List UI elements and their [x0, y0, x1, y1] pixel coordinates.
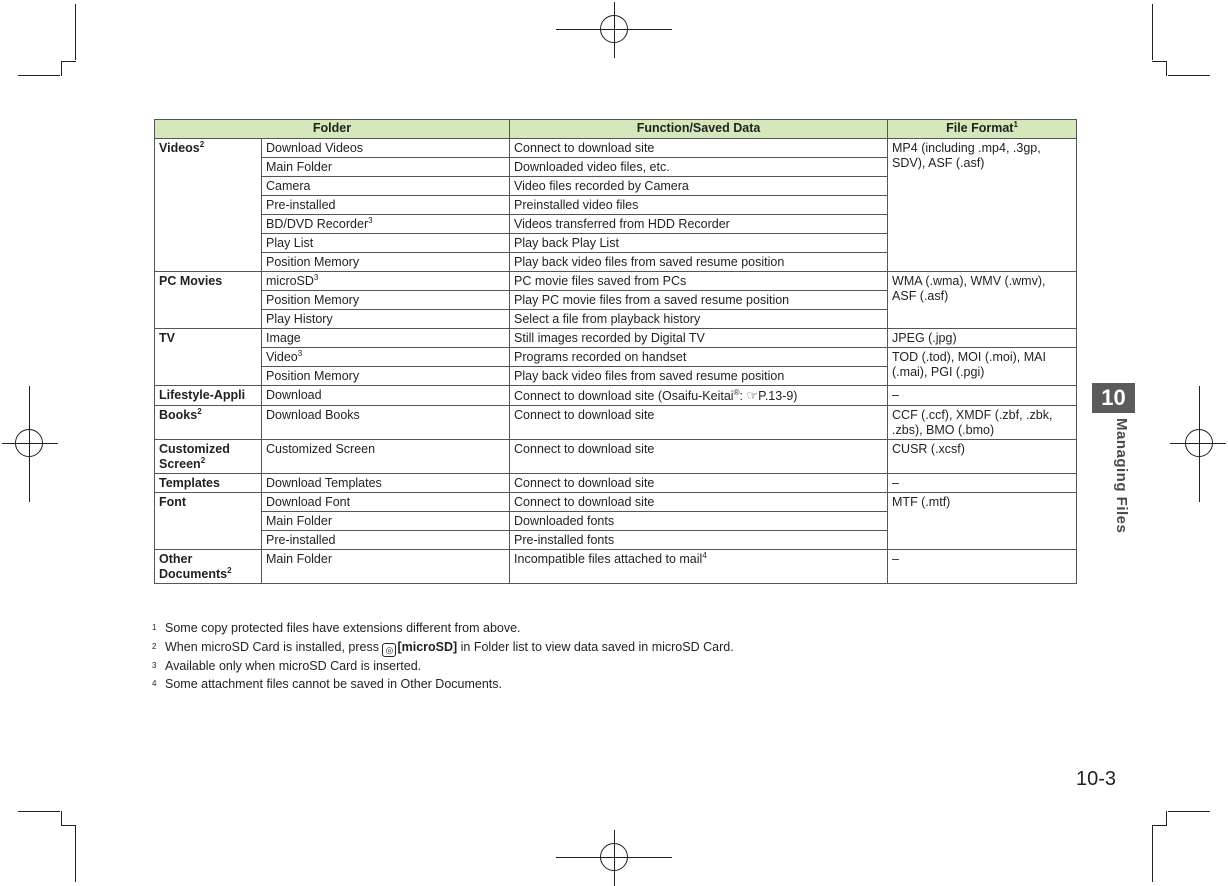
table-row: [155, 406, 1077, 440]
function-cell: Connect to download site: [510, 493, 888, 512]
table-row: [155, 493, 1077, 512]
function-cell: Video files recorded by Camera: [510, 177, 888, 196]
header-file-format: File Format$^1$: [888, 120, 1077, 139]
function-cell: Connect to download site: [510, 440, 888, 474]
function-cell: Incompatible files attached to mail$^4$: [510, 550, 888, 584]
category-pc-movies: PC Movies: [155, 272, 262, 329]
subfolder: Customized Screen: [262, 440, 510, 474]
subfolder: Main Folder: [262, 512, 510, 531]
function-cell: Downloaded fonts: [510, 512, 888, 531]
format-pc-movies: WMA (.wma), WMV (.wmv), ASF (.asf): [888, 272, 1077, 329]
page-number: 10-3: [1076, 768, 1117, 790]
format-font: MTF (.mtf): [888, 493, 1077, 550]
subfolder: microSD$^3$: [262, 272, 510, 291]
function-cell: Programs recorded on handset: [510, 348, 888, 367]
subfolder: Position Memory: [262, 291, 510, 310]
function-cell: Pre-installed fonts: [510, 531, 888, 550]
footnote: 1 Some copy protected files have extensions different from above.: [152, 621, 521, 635]
table-row: [155, 386, 1077, 406]
subfolder: Pre-installed: [262, 531, 510, 550]
category-tv: TV: [155, 329, 262, 386]
function-cell: Preinstalled video files: [510, 196, 888, 215]
function-cell: Select a file from playback history: [510, 310, 888, 329]
category-other-documents: Other Documents$^2$: [155, 550, 262, 584]
subfolder: Download Books: [262, 406, 510, 440]
category-videos: Videos$^2$: [155, 139, 262, 272]
function-cell: Connect to download site: [510, 139, 888, 158]
table-row: [155, 474, 1077, 493]
format-tv-video: TOD (.tod), MOI (.moi), MAI (.mai), PGI (.pgi): [888, 348, 1077, 386]
footnotes: [152, 619, 734, 694]
subfolder: Download: [262, 386, 510, 406]
subfolder: Image: [262, 329, 510, 348]
subfolder: Main Folder: [262, 158, 510, 177]
subfolder: Download Font: [262, 493, 510, 512]
format-tv-image: JPEG (.jpg): [888, 329, 1077, 348]
header-function: Function/Saved Data: [510, 120, 888, 139]
format-other-documents: –: [888, 550, 1077, 584]
table-row: [155, 139, 1077, 158]
subfolder: Camera: [262, 177, 510, 196]
footnote: 3 Available only when microSD Card is inserted.: [152, 658, 422, 673]
subfolder: BD/DVD Recorder$^3$: [262, 215, 510, 234]
subfolder: Video$^3$: [262, 348, 510, 367]
function-cell: Downloaded video files, etc.: [510, 158, 888, 177]
camera-key-icon: ◎: [382, 643, 396, 657]
function-cell: PC movie files saved from PCs: [510, 272, 888, 291]
format-templates: –: [888, 474, 1077, 493]
format-customized: CUSR (.xcsf): [888, 440, 1077, 474]
subfolder: Pre-installed: [262, 196, 510, 215]
subfolder: Main Folder: [262, 550, 510, 584]
table-row: [155, 329, 1077, 348]
function-cell: Connect to download site (Osaifu-Keitai®: ☞P.13-9): [510, 386, 888, 406]
file-folders-table: [154, 119, 1077, 584]
table-row: [155, 348, 1077, 367]
subfolder: Position Memory: [262, 367, 510, 386]
function-cell: Play back video files from saved resume position: [510, 253, 888, 272]
format-videos: MP4 (including .mp4, .3gp, SDV), ASF (.asf): [888, 139, 1077, 272]
subfolder: Download Videos: [262, 139, 510, 158]
chapter-title: Managing Files: [1113, 418, 1130, 534]
table-row: [155, 550, 1077, 584]
function-cell: Connect to download site: [510, 474, 888, 493]
function-cell: Connect to download site: [510, 406, 888, 440]
function-cell: Videos transferred from HDD Recorder: [510, 215, 888, 234]
header-folder: Folder: [155, 120, 510, 139]
format-lifestyle: –: [888, 386, 1077, 406]
category-books: Books$^2$: [155, 406, 262, 440]
pointing-hand-icon: ☞: [746, 388, 759, 403]
footnote: 2 When microSD Card is installed, press ◎ [microSD] in Folder list to view data saved in microSD Card.: [152, 639, 734, 655]
category-customized-screen: Customized Screen$^2$: [155, 440, 262, 474]
table-row: [155, 272, 1077, 291]
footnote: 4 Some attachment files cannot be saved in Other Documents.: [152, 677, 502, 691]
chapter-number-tab: 10: [1092, 383, 1135, 413]
subfolder: Play List: [262, 234, 510, 253]
table-header-row: [155, 120, 1077, 139]
category-font: Font: [155, 493, 262, 550]
function-cell: Still images recorded by Digital TV: [510, 329, 888, 348]
format-books: CCF (.ccf), XMDF (.zbf, .zbk, .zbs), BMO (.bmo): [888, 406, 1077, 440]
subfolder: Play History: [262, 310, 510, 329]
function-cell: Play PC movie files from a saved resume position: [510, 291, 888, 310]
category-lifestyle-appli: Lifestyle-Appli: [155, 386, 262, 406]
category-templates: Templates: [155, 474, 262, 493]
subfolder: Download Templates: [262, 474, 510, 493]
table-row: [155, 440, 1077, 474]
function-cell: Play back Play List: [510, 234, 888, 253]
function-cell: Play back video files from saved resume position: [510, 367, 888, 386]
subfolder: Position Memory: [262, 253, 510, 272]
